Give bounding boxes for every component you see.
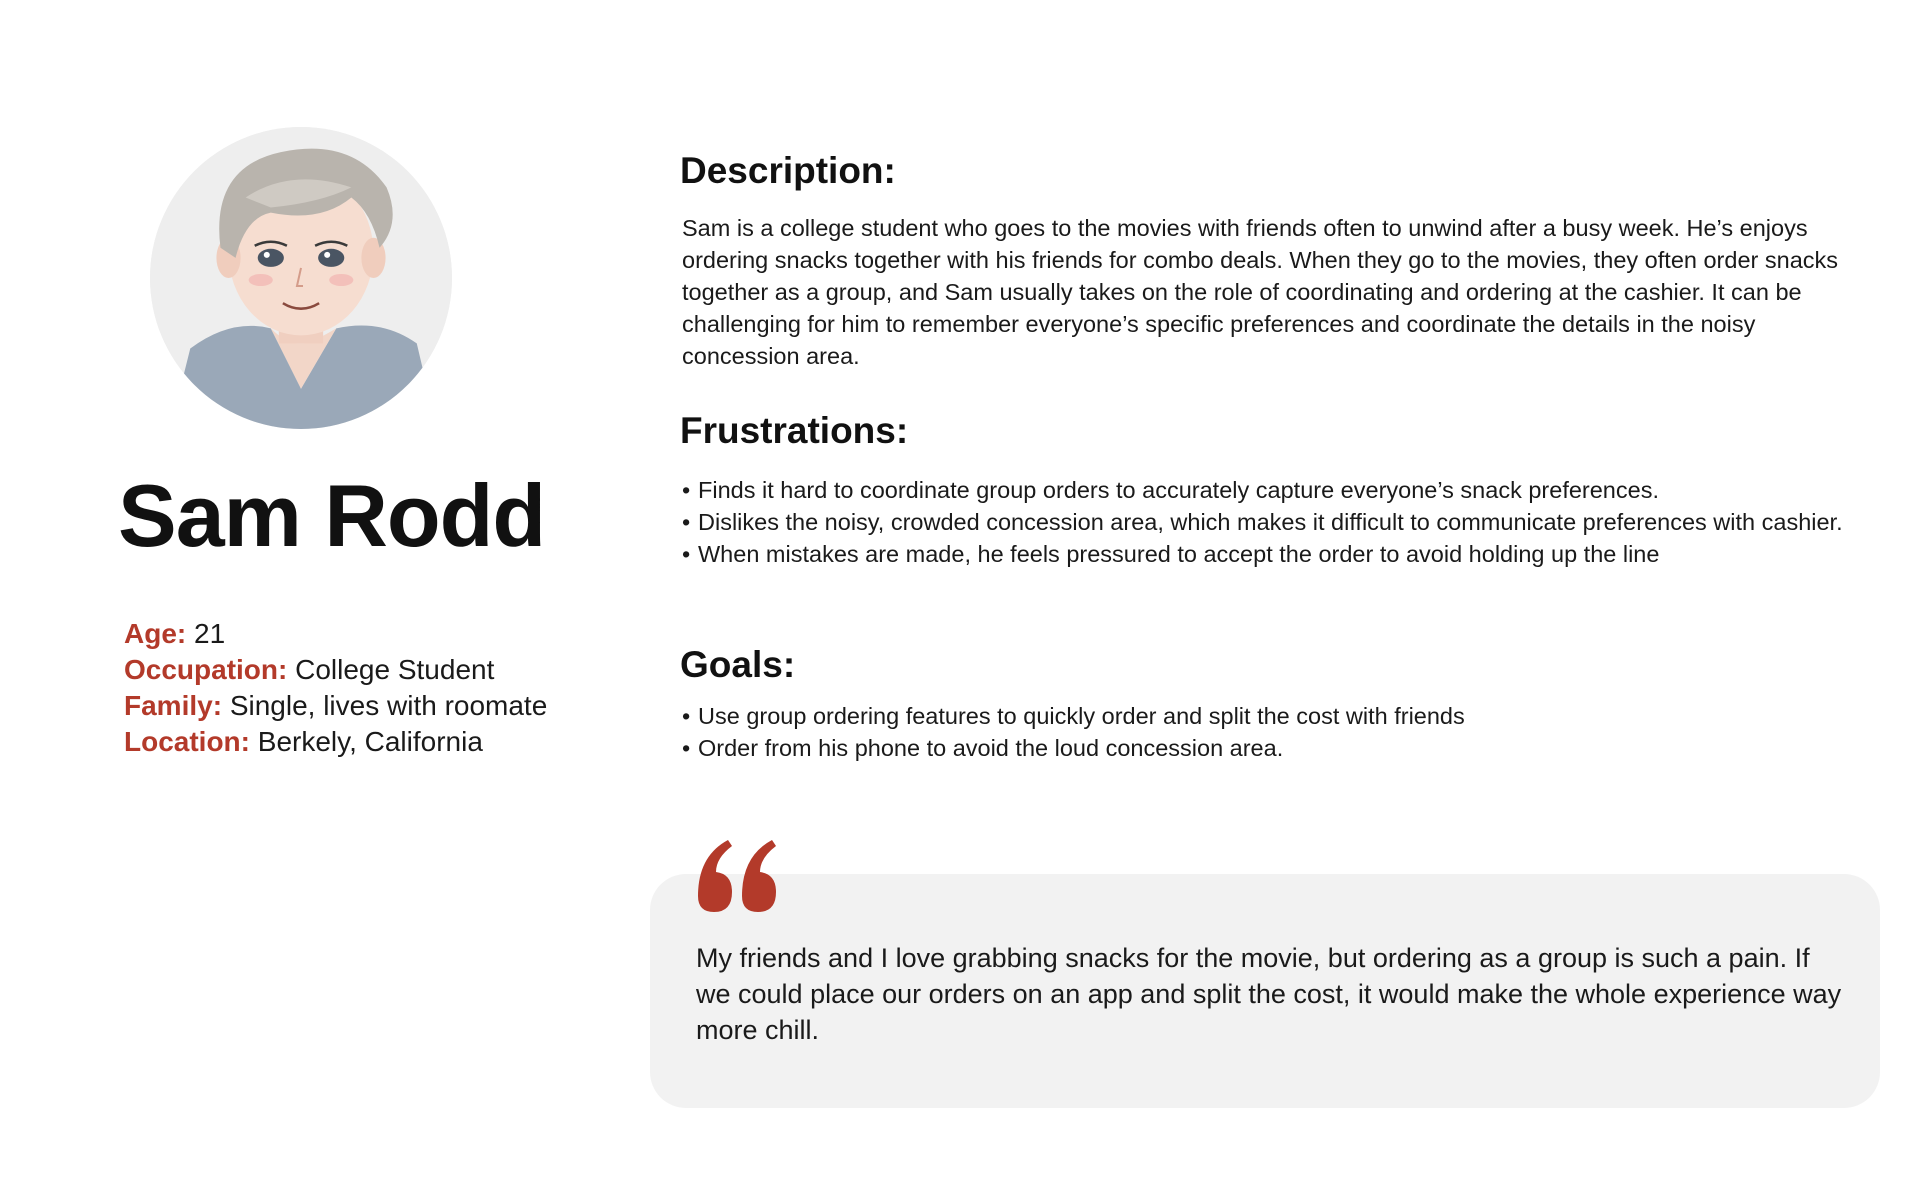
fact-location [124, 724, 547, 760]
fact-value: Single, lives with roomate [229, 690, 548, 721]
bullet-icon: • [682, 735, 691, 761]
description-text: Sam is a college student who goes to the movies with friends often to unwind after a busy week. He’s enjoys ordering snacks together with his friends for combo deals. When they go to the movies, they often order snacks together as a group, and Sam usually takes on the role of coordinating and ordering at the cashier. It can be challenging for him to remember everyone’s specific preferences and coordinate the details in the noisy concession area. [682, 215, 1839, 369]
list-item [682, 700, 1872, 732]
fact-label: Age: [124, 618, 187, 649]
frustrations-list [682, 474, 1872, 570]
frustrations-heading: Frustrations: [680, 410, 909, 451]
list-item [682, 538, 1872, 570]
persona-facts [124, 616, 547, 760]
fact-label: Occupation: [124, 654, 288, 685]
goals-heading: Goals: [680, 644, 796, 685]
list-item [682, 506, 1872, 538]
list-item [682, 732, 1872, 764]
quote-text: My friends and I love grabbing snacks for the movie, but ordering as a group is such a pain. If we could place our orders on an app and split the cost, it would make the whole experience way more chill. [696, 943, 1842, 1045]
avatar-illustration [150, 127, 452, 429]
list-item [682, 474, 1872, 506]
fact-value: 21 [194, 618, 226, 649]
fact-value: Berkely, California [257, 726, 483, 757]
list-item-text: Finds it hard to coordinate group orders to accurately capture everyone’s snack preferences. [698, 477, 1659, 503]
fact-label: Location: [124, 726, 250, 757]
list-item-text: Dislikes the noisy, crowded concession area, which makes it difficult to communicate preferences with cashier. [698, 509, 1843, 535]
bullet-icon: • [682, 703, 691, 729]
description-heading: Description: [680, 150, 896, 191]
list-item-text: Order from his phone to avoid the loud concession area. [698, 735, 1284, 761]
avatar [150, 127, 452, 429]
persona-name: Sam Rodd [118, 466, 546, 565]
list-item-text: When mistakes are made, he feels pressured to accept the order to avoid holding up the line [698, 541, 1660, 567]
fact-age [124, 616, 547, 652]
fact-occupation [124, 652, 547, 688]
fact-value: College Student [295, 654, 495, 685]
fact-label: Family: [124, 690, 223, 721]
bullet-icon: • [682, 541, 691, 567]
quote-mark-icon [694, 836, 780, 916]
list-item-text: Use group ordering features to quickly order and split the cost with friends [698, 703, 1465, 729]
bullet-icon: • [682, 477, 691, 503]
fact-family [124, 688, 547, 724]
bullet-icon: • [682, 509, 691, 535]
goals-list [682, 700, 1872, 764]
